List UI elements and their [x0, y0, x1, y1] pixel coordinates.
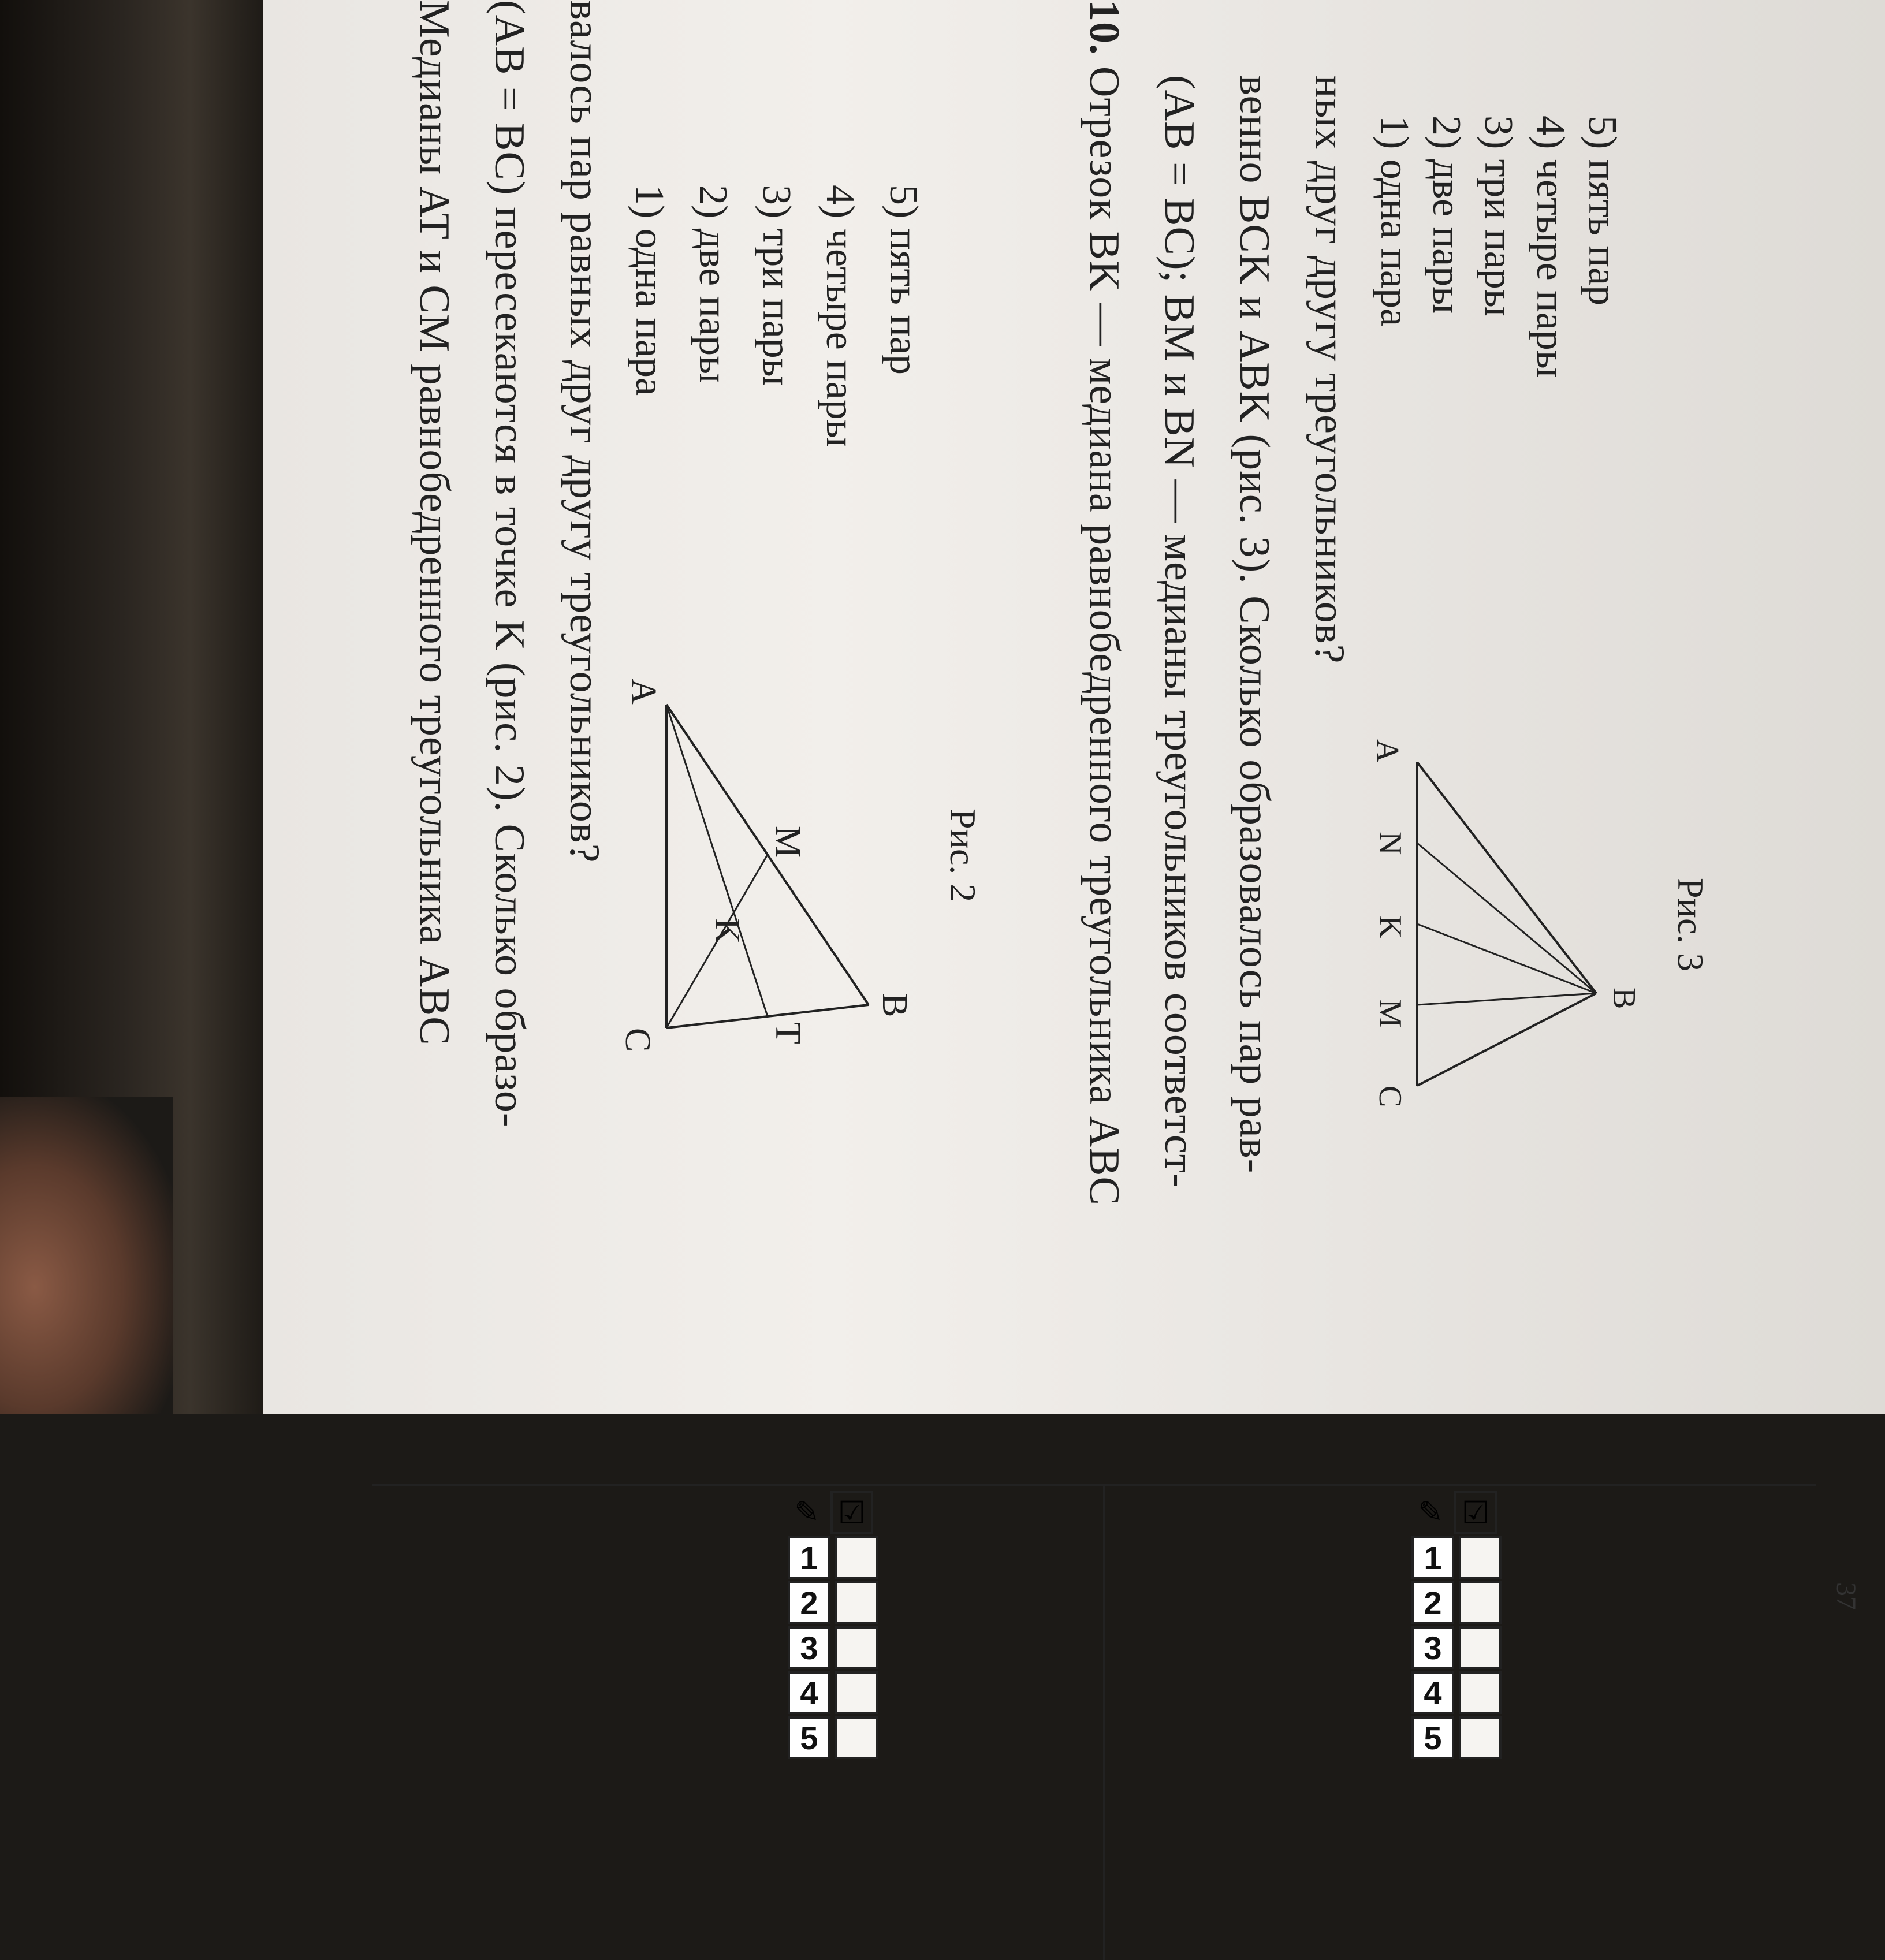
p10-option-2: 2) две пары [1424, 115, 1469, 314]
answer-row[interactable] [788, 1580, 878, 1625]
p9-option-1: 1) одна пара [627, 185, 672, 396]
textbook-page [263, 0, 1885, 1756]
answer-box[interactable] [835, 1716, 878, 1759]
figure-3 [1342, 716, 1666, 1132]
answer-row[interactable] [788, 1625, 878, 1670]
fig3-label-C: C [1372, 1086, 1408, 1108]
answer-box[interactable] [835, 1626, 878, 1669]
pencil-icon: ✎ [794, 1495, 819, 1530]
p10-line-2: (AB = BC); BM и BN — медианы треугольников соответст- [1156, 75, 1203, 1188]
answer-row[interactable] [1411, 1670, 1502, 1715]
answer-row[interactable] [1411, 1535, 1502, 1580]
answer-box[interactable] [835, 1536, 878, 1579]
p9-line-1: Медианы AT и CM равнобедренного треугольника ABC [411, 0, 458, 1046]
p9-line-3: валось пар равных друг другу треугольников? [561, 0, 608, 863]
fig3-caption: Рис. 3 [1670, 878, 1711, 972]
p10-option-4: 4) четыре пары [1528, 115, 1573, 378]
p9-line-2: (AB = BC) пересекаются в точке K (рис. 2). Сколько образо- [486, 0, 533, 1128]
answer-box[interactable] [835, 1671, 878, 1714]
answer-row[interactable] [1411, 1625, 1502, 1670]
answer-header-9 [788, 1490, 878, 1535]
fig3-label-N: N [1372, 832, 1408, 855]
answer-divider-horizontal [1103, 1486, 1105, 1960]
answer-box[interactable] [1459, 1536, 1502, 1579]
fig2-label-C: C [618, 1028, 657, 1052]
fig2-median-AT [666, 705, 768, 1016]
answer-sheet-9 [788, 1490, 878, 1760]
fig3-label-K: K [1372, 915, 1408, 939]
check-mark-icon: ☑ [830, 1491, 873, 1534]
answer-number: 5 [1411, 1716, 1454, 1759]
p10-line-3: венно BCK и ABK (рис. 3). Сколько образовалось пар рав- [1231, 75, 1278, 1174]
answer-row[interactable] [788, 1715, 878, 1760]
answer-number: 4 [788, 1671, 830, 1714]
p9-option-2: 2) две пары [691, 185, 735, 383]
answer-row[interactable] [1411, 1580, 1502, 1625]
answer-number: 2 [788, 1581, 830, 1624]
answer-number: 3 [788, 1626, 830, 1669]
fig3-median-BM [1417, 993, 1596, 1005]
fig3-median-BN [1417, 843, 1596, 993]
fig3-label-B: B [1606, 988, 1642, 1009]
figure-2 [591, 670, 938, 1086]
p10-option-5: 5) пять пар [1580, 115, 1625, 306]
fig2-label-M: M [768, 826, 807, 858]
answer-number: 1 [1411, 1536, 1454, 1579]
p10-line-1-text: Отрезок BK — медиана равнобедренного треугольника ABC [1081, 66, 1128, 1206]
answer-box[interactable] [835, 1581, 878, 1624]
fig2-label-A: A [624, 679, 663, 705]
p9-option-5: 5) пять пар [881, 185, 926, 375]
answer-row[interactable] [1411, 1715, 1502, 1760]
p10-number: 10. [1081, 0, 1128, 55]
p9-option-3: 3) три пары [754, 185, 799, 386]
answer-box[interactable] [1459, 1581, 1502, 1624]
answer-sheet-10 [1411, 1490, 1502, 1760]
p10-option-1: 1) одна пара [1372, 115, 1417, 327]
answer-number: 5 [788, 1716, 830, 1759]
fig2-caption: Рис. 2 [942, 808, 984, 903]
p10-option-3: 3) три пары [1476, 115, 1521, 316]
answer-number: 2 [1411, 1581, 1454, 1624]
p10-line-1 [1079, 0, 1128, 1206]
answer-header-10 [1411, 1490, 1502, 1535]
p10-line-4: ных друг другу треугольников? [1306, 75, 1353, 664]
check-mark-icon: ☑ [1454, 1491, 1497, 1534]
fig3-side-BC [1417, 993, 1596, 1086]
answer-number: 3 [1411, 1626, 1454, 1669]
fig3-label-M: M [1372, 999, 1408, 1028]
answer-row[interactable] [788, 1670, 878, 1715]
answer-box[interactable] [1459, 1626, 1502, 1669]
fig2-label-K: K [707, 918, 747, 944]
answer-row[interactable] [788, 1535, 878, 1580]
answer-column-divider [372, 1484, 1816, 1486]
answer-number: 4 [1411, 1671, 1454, 1714]
p9-option-4: 4) четыре пары [818, 185, 862, 447]
fig3-label-A: A [1369, 739, 1405, 763]
answer-box[interactable] [1459, 1716, 1502, 1759]
finger [0, 1097, 173, 1414]
page-content [263, 0, 1885, 1756]
fig2-label-T: T [768, 1022, 807, 1044]
answer-box[interactable] [1459, 1671, 1502, 1714]
fig2-label-B: B [875, 993, 914, 1018]
page-number: 37 [1831, 1582, 1861, 1610]
pencil-icon: ✎ [1418, 1495, 1443, 1530]
answer-number: 1 [788, 1536, 830, 1579]
